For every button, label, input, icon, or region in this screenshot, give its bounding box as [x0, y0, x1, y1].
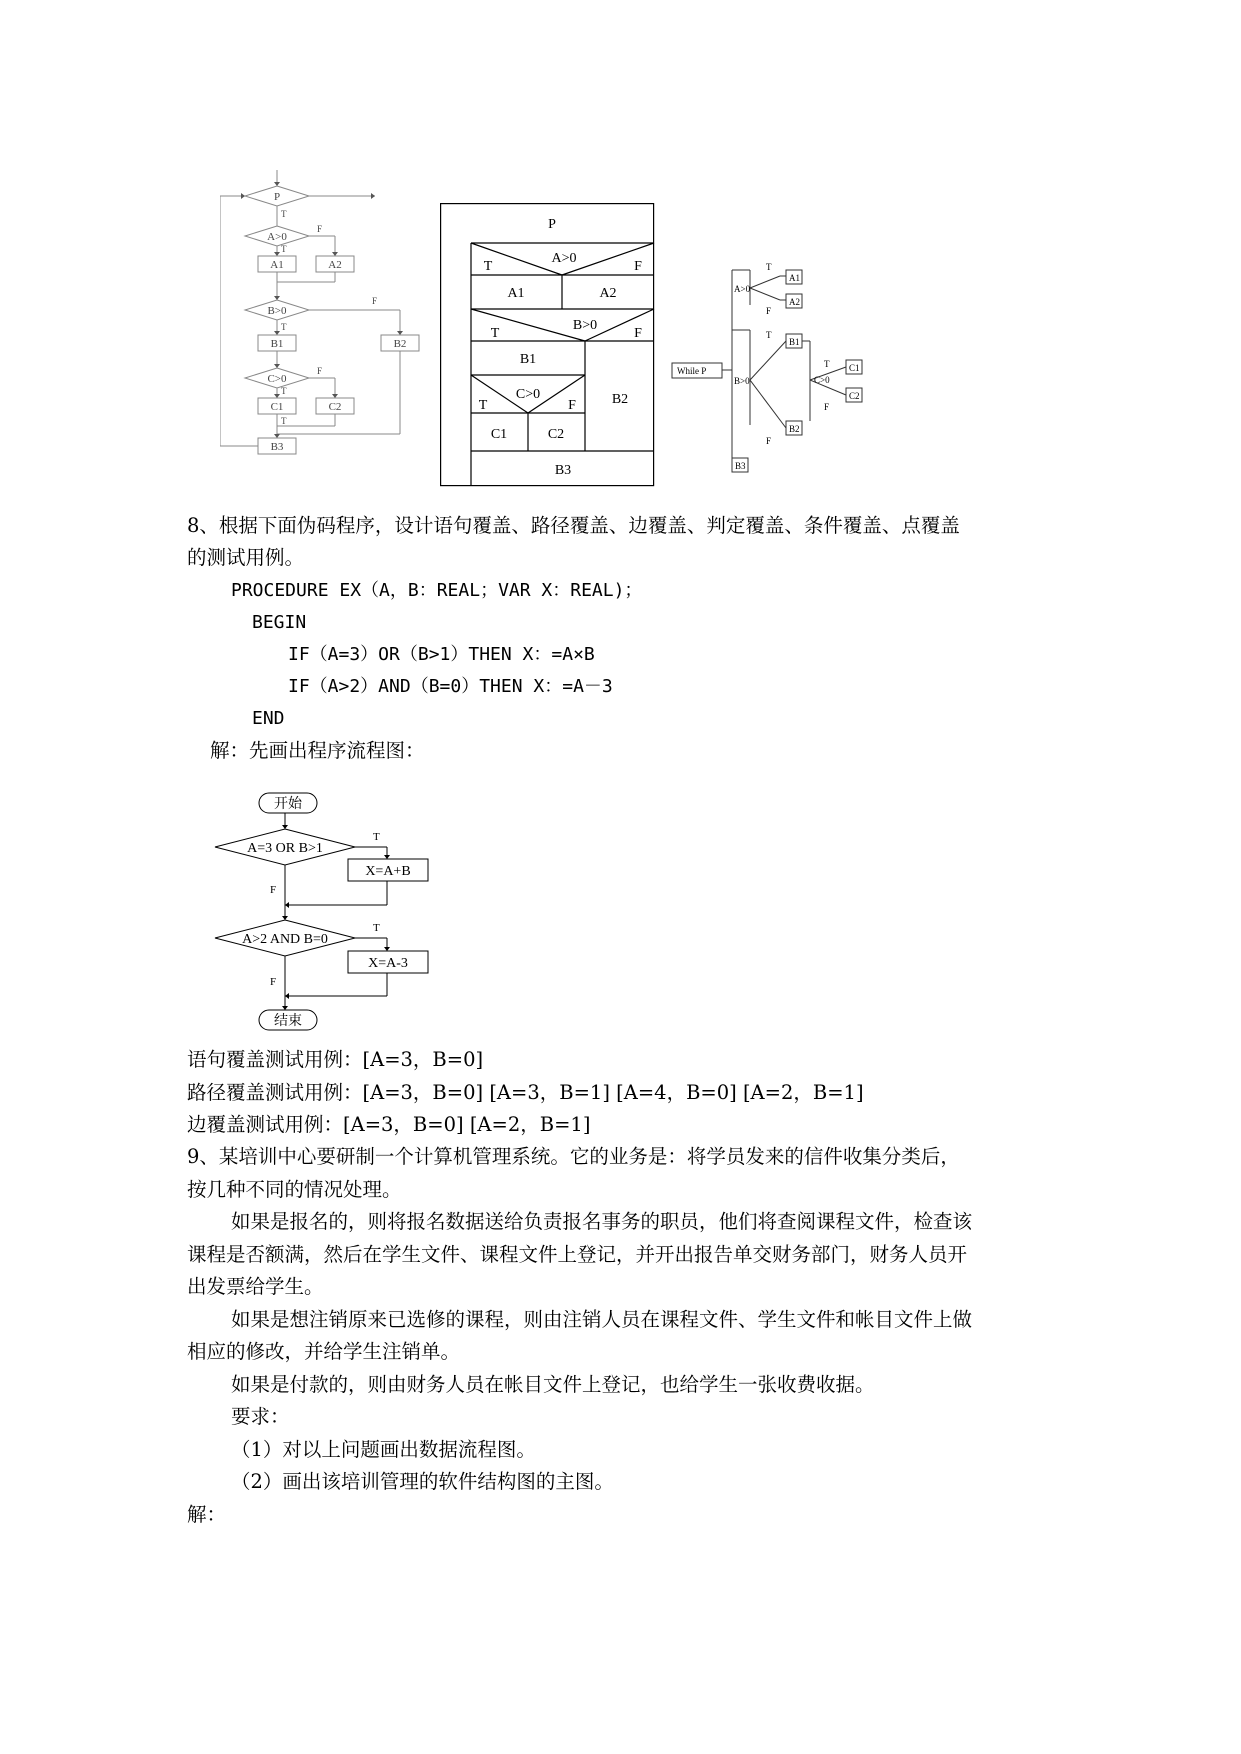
test-flow-t: T: [373, 831, 380, 843]
q9-paragraph: 如果是想注销原来已选修的课程，则由注销人员在课程文件、学生文件和帐目文件上做: [231, 1308, 973, 1331]
flow-node-b1: B1: [270, 338, 284, 350]
q8-title-line2: 的测试用例。: [187, 546, 305, 569]
test-flowchart: [205, 785, 445, 1045]
flow-node-c1: C1: [270, 401, 284, 413]
ns-b3: B3: [554, 463, 572, 478]
q9-title-line2: 按几种不同的情况处理。: [187, 1178, 402, 1201]
pad-cond-b: B>0: [734, 376, 750, 386]
flow-label-t: T: [281, 322, 287, 332]
pad-b1: B1: [789, 337, 800, 347]
pad-cond-a: A>0: [734, 284, 751, 294]
q9-requirement-1: （1）对以上问题画出数据流程图。: [231, 1438, 536, 1461]
flow-node-b2: B2: [393, 338, 407, 350]
test-flow-f: F: [270, 884, 277, 896]
ns-f: F: [634, 326, 642, 341]
pad-a2: A2: [789, 297, 800, 307]
test-flow-cond2: A>2 AND B=0: [242, 932, 328, 947]
flow-node-c2: C2: [328, 401, 342, 413]
flow-node-a-cond: A>0: [267, 231, 287, 243]
ns-loop-label: P: [548, 217, 556, 232]
pad-b3: B3: [735, 461, 746, 471]
ns-cond-a: A>0: [551, 251, 577, 266]
test-flow-start: 开始: [274, 797, 302, 812]
flow-node-c-cond: C>0: [267, 373, 287, 385]
flow-label-t: T: [281, 386, 287, 396]
pad-b2: B2: [789, 424, 800, 434]
path-coverage: 路径覆盖测试用例：[A=3，B=0] [A=3，B=1] [A=4，B=0] [A=2，B=1]: [187, 1081, 864, 1104]
q8-code-line: BEGIN: [252, 612, 307, 633]
pad-c1: C1: [849, 363, 860, 373]
test-flow-proc2: X=A-3: [368, 956, 408, 971]
ns-c1: C1: [490, 427, 508, 442]
pad-f: F: [766, 306, 772, 316]
ns-f: F: [568, 398, 576, 413]
q9-paragraph: 出发票给学生。: [187, 1275, 324, 1298]
q9-title-line1: 9、某培训中心要研制一个计算机管理系统。它的业务是：将学员发来的信件收集分类后，: [187, 1145, 960, 1168]
program-flowchart: [220, 170, 420, 500]
q9-requirements: 要求：: [231, 1405, 290, 1428]
flow-node-a1: A1: [270, 259, 284, 271]
flow-label-t: T: [281, 244, 287, 254]
ns-t: T: [483, 259, 493, 274]
q9-requirement-2: （2）画出该培训管理的软件结构图的主图。: [231, 1470, 614, 1493]
q9-paragraph: 如果是付款的，则由财务人员在帐目文件上登记，也给学生一张收费收据。: [231, 1373, 875, 1396]
q8-title-line1: 8、根据下面伪码程序，设计语句覆盖、路径覆盖、边覆盖、判定覆盖、条件覆盖、点覆盖: [187, 514, 960, 537]
flow-node-b-cond: B>0: [267, 305, 287, 317]
edge-coverage: 边覆盖测试用例：[A=3，B=0] [A=2，B=1]: [187, 1113, 591, 1136]
q8-code-line: PROCEDURE EX（A，B：REAL；VAR X：REAL)；: [231, 580, 643, 601]
pad-c2: C2: [849, 391, 860, 401]
flow-node-p: P: [273, 191, 281, 203]
pad-f: F: [766, 436, 772, 446]
q8-code-line: IF（A>2）AND（B=0）THEN X：=A－3: [288, 676, 613, 697]
ns-a2: A2: [599, 286, 617, 301]
flow-label-f: F: [372, 296, 378, 306]
ns-t: T: [490, 326, 500, 341]
flow-label-f: F: [317, 366, 323, 376]
flow-label-f: F: [317, 224, 323, 234]
pad-while: While P: [677, 366, 707, 376]
test-flow-t: T: [373, 922, 380, 934]
flow-label-t: T: [281, 209, 287, 219]
ns-cond-b: B>0: [572, 318, 598, 333]
ns-t: T: [478, 398, 488, 413]
flow-node-b3: B3: [270, 441, 284, 453]
pad-t: T: [766, 262, 772, 272]
ns-f: F: [634, 259, 642, 274]
test-flow-proc1: X=A+B: [365, 864, 411, 879]
pad-cond-c: C>0: [814, 375, 830, 385]
ns-cond-c: C>0: [515, 387, 541, 402]
ns-b1: B1: [519, 352, 537, 367]
pad-diagram: [670, 260, 880, 475]
pad-t: T: [824, 359, 830, 369]
test-flow-cond1: A=3 OR B>1: [247, 841, 323, 856]
pad-t: T: [766, 330, 772, 340]
ns-a1: A1: [507, 286, 525, 301]
statement-coverage: 语句覆盖测试用例：[A=3，B=0]: [187, 1048, 484, 1071]
flow-node-a2: A2: [328, 259, 342, 271]
test-flow-f: F: [270, 976, 277, 988]
flow-label-t: T: [281, 416, 287, 426]
q9-paragraph: 如果是报名的，则将报名数据送给负责报名事务的职员，他们将查阅课程文件，检查该: [231, 1210, 973, 1233]
ns-c2: C2: [547, 427, 565, 442]
pad-a1: A1: [789, 273, 800, 283]
test-flow-end: 结束: [274, 1014, 302, 1029]
q8-answer-intro: 解：先画出程序流程图：: [210, 739, 425, 762]
ns-b2: B2: [611, 392, 629, 407]
pad-f: F: [824, 402, 830, 412]
q8-code-line: END: [252, 708, 285, 729]
ns-diagram: [440, 203, 655, 488]
q9-paragraph: 课程是否额满，然后在学生文件、课程文件上登记，并开出报告单交财务部门，财务人员开: [187, 1243, 968, 1266]
q9-paragraph: 相应的修改，并给学生注销单。: [187, 1340, 461, 1363]
q8-code-line: IF（A=3）OR（B>1）THEN X：=A×B: [288, 644, 595, 665]
q9-answer: 解：: [187, 1503, 227, 1526]
